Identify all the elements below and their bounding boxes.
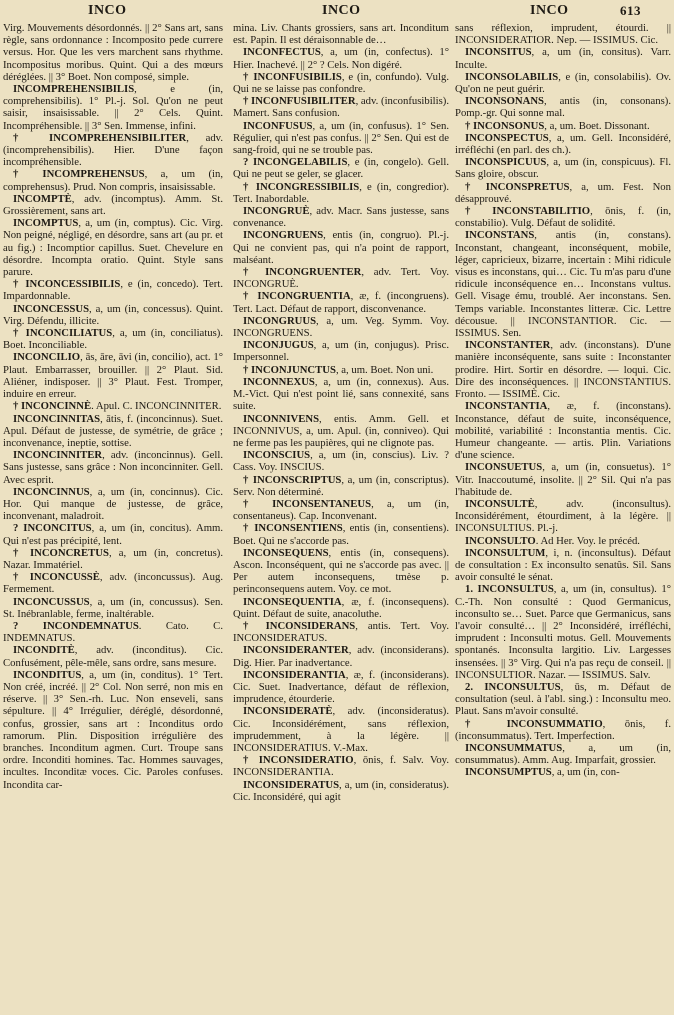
entry-headword: 2. INCONSULTUS <box>465 680 561 693</box>
entry-headword: INCONSULTUM <box>465 546 546 559</box>
dictionary-entry <box>233 705 449 754</box>
entry-headword: † INCONFUSIBILITER <box>243 95 356 108</box>
entry-headword: INCONSULTO <box>465 534 536 547</box>
entry-headword: † INCONSPRETUS <box>465 180 570 193</box>
dictionary-entry <box>233 620 449 644</box>
entry-definition: , a, um (in, consummatus). Amm. Aug. Imparfait, grossier. <box>455 741 671 767</box>
dictionary-entry <box>233 364 449 376</box>
entry-headword: INCONSPICUUS <box>465 156 547 169</box>
dictionary-entry <box>3 620 223 644</box>
entry-headword: INCONSIDERANTIA <box>243 668 346 681</box>
dictionary-entry <box>233 290 449 314</box>
entry-definition: , ōnis, f. (inconsummatus). Tert. Imperfection. <box>455 717 671 742</box>
dictionary-entry <box>3 168 223 192</box>
entry-definition: , entis. Amm. Gell. et INCONNIVUS, a, um. Apul. (in, conniveo). Qui ne ferme pas les paupières, qui ne clignote pas. <box>233 412 449 449</box>
entry-definition: , a, um (in, conditus). 1° Tert. Non créé, incréé. || 2° Col. Non serré, non mis en réserve. || 3° Sen.-rh. Luc. Non enseveli, sans sépulture. || 4° Irrégulier, déréglé, désordonné, confus, grossier, sans art : Inconditus ordo ramorum. Plin. Disposition irrégulière des branches. Inconditum agmen. Curt. Troupe sans ordre. Inconditi homines. Tac. Hommes sauvages, incultes. Inconditæ voces. Cic. Paroles confuses. Incondita car- <box>3 668 223 791</box>
dictionary-entry <box>3 193 223 217</box>
entry-headword: † INCONGRESSIBILIS <box>243 180 360 193</box>
dictionary-entry <box>3 596 223 620</box>
entry-definition: , a, um. Gell. Inconsidéré, irréfléchi (en parl. des ch.). <box>455 131 671 157</box>
entry-definition: , adv. (inconcussus). Aug. Fermement. <box>3 571 223 596</box>
dictionary-entry <box>3 644 223 668</box>
entry-headword: INCOMPTÈ <box>13 192 72 205</box>
entry-headword: † INCONSONUS <box>465 119 545 132</box>
entry-headword: † INCONCRETUS <box>13 546 109 559</box>
entry-headword: INCONSPECTUS <box>465 131 549 144</box>
entry-headword: INCONFUSUS <box>243 119 313 132</box>
entry-headword: INCONNIVENS <box>243 412 320 425</box>
entry-headword: INCONCINNITAS <box>13 412 101 425</box>
entry-definition: , adv. (inconfusibilis). Mamert. Sans confusion. <box>233 95 449 120</box>
entry-headword: INCONJUGUS <box>243 339 314 352</box>
entry-headword: † INCONGRUENTIA <box>243 290 351 303</box>
entry-definition: , adv. (inconcinnus). Gell. Sans justesse, sans grâce : Non inconcinniter. Gell. Avec esprit. <box>3 449 223 486</box>
dictionary-entry <box>233 120 449 157</box>
entry-headword: INCONSUMMATUS <box>465 741 563 754</box>
entry-definition: , a, um (in, consideratus). Cic. Inconsidéré, qui agit <box>233 778 449 803</box>
dictionary-entry <box>455 400 671 461</box>
entry-definition: , æ, f. (inconstans). Inconstance, défaut de suite, inconséquence, mobilité, variabilité : Inconstantia mentis. Cic. Humeur changeante. — artis. Plin. Variations d'une science. <box>455 400 671 462</box>
entry-headword: INCONSONANS <box>465 95 544 108</box>
dictionary-entry <box>3 351 223 400</box>
entry-definition: , adv. (inconsultus). Inconsidérément, étourdiment, à la légère. || INCONSULTIUS. Pl.-j. <box>455 497 671 535</box>
entry-headword: 1. INCONSULTUS <box>465 583 554 596</box>
dictionary-entry <box>455 156 671 180</box>
entry-definition: , entis (in, consentiens). Boet. Qui ne s'accorde pas. <box>233 522 449 547</box>
entry-definition: sans réflexion, imprudent, étourdi. || INCONSIDERATIOR. Nep. — ISSIMUS. Cic. <box>455 22 671 47</box>
entry-definition: , ōnis, f. Salv. Voy. INCONSIDERANTIA. <box>233 754 449 779</box>
entry-definition: , e (in, concedo). Tert. Impardonnable. <box>3 278 223 303</box>
entry-headword: † INCONSTABILITIO <box>465 205 591 218</box>
dictionary-entry <box>455 583 671 681</box>
entry-headword: † INCONCESSIBILIS <box>13 278 121 291</box>
entry-definition: mina. Liv. Chants grossiers, sans art. Inconditum est. Papin. Il est déraisonnable de… <box>233 22 449 47</box>
dictionary-entry <box>3 486 223 523</box>
header-right-guide-word: INCO <box>530 3 569 18</box>
entry-definition: , a, um (in, con- <box>551 766 620 779</box>
entry-definition: . Cato. C. INDEMNATUS. <box>3 619 223 645</box>
dictionary-entry <box>233 498 449 522</box>
entry-headword: INCONCESSUS <box>13 302 90 315</box>
dictionary-entry <box>233 596 449 620</box>
dictionary-entry <box>233 449 449 473</box>
entry-definition: , i, n. (inconsultus). Défaut de consultation : Ex inconsulto senatûs. Sil. Sans avoir consulté le sénat. <box>455 546 671 584</box>
entry-headword: INCONDITÈ <box>13 644 75 657</box>
entry-definition: , a, um (in, concessus). Quint. Virg. Défendu, illicite. <box>3 302 223 327</box>
entry-headword: INCONSEQUENS <box>243 546 329 559</box>
entry-definition: Virg. Mouvements désordonnés. || 2° Sans art, sans règle, sans ordonnance : Incomposito pede currere versus. Hor. Que les vers marchent sans rhythme. Incompositus moribus. Quint. Qui a des mœurs déréglées. || 3° Boet. Non composé, simple. <box>3 22 223 83</box>
dictionary-entry <box>233 413 449 450</box>
dictionary-entry <box>455 71 671 95</box>
entry-definition: , a, um (in, concinnus). Cic. Hor. Qui manque de justesse, de grâce, inconvenant, maladroit. <box>3 485 223 523</box>
entry-definition: , a, um (in, comptus). Cic. Virg. Non peigné, négligé, en désordre, sans art (au pr. et au fig.) : Incomptior capillus. Suet. Chevelure en désordre. Incompta oratio. Quint. Style sans parure. <box>3 217 223 279</box>
entry-definition: , adv. (incomptus). Amm. St. Grossièrement, sans art. <box>3 192 223 218</box>
entry-definition: , ās, āre, āvi (in, concilio), act. 1° Plaut. Embarrasser, brouiller. || 2° Plaut. Sid. Aliéner, indisposer. || 3° Plaut. Fest. Tromper, induire en erreur. <box>3 351 223 401</box>
dictionary-entry <box>3 413 223 450</box>
entry-headword: † INCONSCRIPTUS <box>243 473 342 486</box>
entry-definition: , adv. Macr. Sans justesse, sans convenance. <box>233 205 449 230</box>
dictionary-entry <box>455 742 671 766</box>
entry-definition: , adv. Tert. Voy. INCONGRUÈ. <box>233 266 449 291</box>
entry-headword: INCONSIDERANTER <box>243 644 349 657</box>
dictionary-entry <box>233 779 449 803</box>
entry-headword: INCONSTANS <box>465 229 535 242</box>
entry-headword: † INCONSUMMATIO <box>465 717 603 730</box>
dictionary-entry <box>3 83 223 132</box>
entry-definition: , a, um. Veg. Symm. Voy. INCONGRUENS. <box>233 314 449 340</box>
dictionary-entry <box>455 22 671 46</box>
dictionary-entry <box>233 22 449 46</box>
entry-headword: INCONSUETUS <box>465 461 543 474</box>
entry-headword: † INCONCUSSÈ <box>13 571 100 584</box>
entry-definition: , ūs, m. Défaut de consultation (seul. à l'abl. sing.) : Inconsultu meo. Plaut. Sans m'avoir consulté. <box>455 680 671 718</box>
entry-headword: INCONCINNUS <box>13 485 90 498</box>
dictionary-entry <box>3 547 223 571</box>
dictionary-entry <box>3 327 223 351</box>
dictionary-entry <box>455 95 671 119</box>
dictionary-entry <box>455 535 671 547</box>
column-2 <box>233 22 449 1013</box>
dictionary-entry <box>3 669 223 791</box>
entry-headword: INCONSULTÈ <box>465 497 535 510</box>
entry-definition: , antis. Tert. Voy. INCONSIDERATUS. <box>233 619 449 645</box>
running-header <box>0 0 674 20</box>
entry-headword: INCONSIDERATÈ <box>243 705 333 718</box>
entry-headword: † INCONFUSIBILIS <box>243 70 342 83</box>
entry-definition: , a, um (in, consitus). Varr. Inculte. <box>455 46 671 71</box>
dictionary-entry <box>233 46 449 70</box>
entry-definition: , æ, f. (inconsiderans). Cic. Suet. Inadvertance, défaut de réflexion, imprudence, étourderie. <box>233 668 449 706</box>
dictionary-entry <box>455 46 671 70</box>
entry-definition: , æ, f. (incongruens). Tert. Lact. Défaut de rapport, disconvenance. <box>233 290 449 315</box>
entry-definition: , antis (in, consonans). Pomp.-gr. Qui sonne mal. <box>455 95 671 120</box>
entry-headword: ? INCONGELABILIS <box>243 156 348 169</box>
entry-definition: , a, um (in, confusus). 1° Sen. Régulier, qui n'est pas confus. || 2° Sen. Qui est de sang-froid, qui ne se trouble pas. <box>233 119 449 157</box>
dictionary-entry <box>233 669 449 706</box>
dictionary-entry <box>3 522 223 546</box>
entry-headword: INCOMPTUS <box>13 217 79 230</box>
dictionary-entry <box>233 644 449 668</box>
entry-headword: † INCONJUNCTUS <box>243 363 336 376</box>
entry-definition: , a, um (in, concussus). Sen. St. Inébranlable, ferme, inaltérable. <box>3 595 223 620</box>
dictionary-entry <box>233 339 449 363</box>
dictionary-entry <box>455 205 671 229</box>
entry-definition: , a, um. Boet. Dissonant. <box>544 119 650 132</box>
dictionary-entry <box>455 547 671 584</box>
dictionary-entry <box>3 303 223 327</box>
entry-definition: , a, um (in, conscriptus). Serv. Non déterminé. <box>233 473 449 498</box>
entry-definition: . Ad Her. Voy. le précéd. <box>535 534 640 547</box>
entry-definition: , adv. (inconditus). Cic. Confusément, pêle-mêle, sans ordre, sans mesure. <box>3 644 223 669</box>
entry-headword: INCONSIDERATUS <box>243 778 340 791</box>
dictionary-entry <box>233 522 449 546</box>
entry-headword: INCONSOLABILIS <box>465 70 559 83</box>
entry-headword: ? INCONDEMNATUS <box>13 619 139 632</box>
entry-definition: , a, um (in, connexus). Aus. M.-Vict. Qui n'est point lié, sans connexité, sans suite. <box>233 375 449 413</box>
entry-definition: , a, um (in, consentaneus). Cap. Inconvenant. <box>233 497 449 523</box>
entry-headword: INCONGRUENS <box>243 229 324 242</box>
entry-definition: , a, um (in, confectus). 1° Hier. Inachevé. || 2° ? Cels. Non digéré. <box>233 46 449 71</box>
entry-headword: † INCONSIDERANS <box>243 619 356 632</box>
entry-headword: † INCOMPREHENSIBILITER <box>13 131 187 144</box>
entry-definition: , e (in, congelo). Gell. Qui ne peut se geler, se glacer. <box>233 156 449 181</box>
dictionary-entry <box>455 681 671 718</box>
entry-definition: , a, um (in, conspicuus). Fl. Sans gloire, obscur. <box>455 156 671 181</box>
entry-definition: , antis (in, constans). Inconstant, changeant, inconséquent, mobile, léger, capricieux, bizarre, incertain : Mihi ridicule visus es inconstans, qui… Cic. Tu m'as paru d'une ridicule inconséquence en… Inconstans vultus. Gell. Visage ému, troublé. Aer inconstans. Sen. Temps variable. Inconstantes litteræ. Cic. Lettre décousue. || INCONSTANTIOR. Cic. — ISSIMUS. Sen. <box>455 229 671 340</box>
entry-headword: INCONSITUS <box>465 46 532 59</box>
dictionary-entry <box>3 278 223 302</box>
dictionary-entry <box>455 339 671 400</box>
entry-definition: , a, um. Fest. Non désapprouvé. <box>455 180 671 205</box>
entry-definition: , e (in, consolabilis). Ov. Qu'on ne peut guérir. <box>455 70 671 96</box>
column-3 <box>455 22 671 1013</box>
entry-headword: INCONGRUÈ <box>243 205 310 218</box>
page-number: 613 <box>620 3 641 18</box>
entry-definition: , a, um (in, conscius). Liv. ? Cass. Voy. INSCIUS. <box>233 449 449 474</box>
entry-headword: INCONSTANTIA <box>465 400 548 413</box>
entry-headword: † INCONSENTANEUS <box>243 497 372 510</box>
dictionary-entry <box>3 571 223 595</box>
dictionary-entry <box>233 181 449 205</box>
entry-definition: , ātis, f. (inconcinnus). Suet. Apul. Défaut de justesse, de symétrie, de grâce ; inconvenance, ineptie, sottise. <box>3 412 223 449</box>
entry-definition: , a, um (in, consuetus). 1° Vitr. Inaccoutumé, insolite. || 2° Sil. Qui n'a pas l'habitude de. <box>455 461 671 498</box>
entry-definition: , e (in, confundo). Vulg. Qui ne se laisse pas confondre. <box>233 70 449 96</box>
dictionary-entry <box>455 498 671 535</box>
entry-definition: , e (in, comprehensibilis). 1° Pl.-j. Sol. Qu'on ne peut saisir, insaisissable. || 2° Cels. Quint. Incompréhensible. || 3° Sen. Immense, infini. <box>3 83 223 132</box>
column-1 <box>3 22 223 1013</box>
entry-definition: , a, um (in, conciliatus). Boet. Inconciliable. <box>3 327 223 352</box>
dictionary-entry <box>3 400 223 412</box>
dictionary-entry <box>233 95 449 119</box>
entry-definition: , e (in, congredior). Tert. Inabordable. <box>233 180 449 205</box>
dictionary-entry <box>233 754 449 778</box>
entry-definition: , adv. (incomprehensibilis). Hier. D'une façon incompréhensible. <box>3 131 223 169</box>
entry-headword: † INCONSIDERATIO <box>243 754 354 767</box>
entry-definition: , adv. (inconsideratus). Cic. Inconsidérément, sans réflexion, imprudemment, à la légère. || INCONSIDERATIUS. V.-Max. <box>233 705 449 754</box>
entry-definition: , adv. (inconsiderans). Dig. Hier. Par inadvertance. <box>233 644 449 669</box>
dictionary-entry <box>455 132 671 156</box>
entry-headword: INCOMPREHENSIBILIS <box>13 83 135 96</box>
dictionary-entry <box>3 217 223 278</box>
entry-headword: ? INCONCITUS <box>13 522 92 535</box>
entry-definition: , a, um (in, conjugus). Prisc. Impersonnel. <box>233 339 449 364</box>
entry-headword: INCONNEXUS <box>243 375 315 388</box>
entry-headword: † INCONCILIATUS <box>13 327 113 340</box>
dictionary-entry <box>3 22 223 83</box>
dictionary-entry <box>455 120 671 132</box>
entry-definition: , a, um (in, comprehensus). Prud. Non compris, insaisissable. <box>3 168 223 193</box>
entry-definition: , æ, f. (inconsequens). Quint. Défaut de suite, anacoluthe. <box>233 595 449 620</box>
header-center-guide-word: INCO <box>322 3 361 18</box>
entry-definition: , entis (in, consequens). Ascon. Inconséquent, qui ne s'accorde pas avec. || Per autem inconsequens, tmèse p. perinconsequens autem. Voy. ce mot. <box>233 546 449 596</box>
entry-headword: INCONGRUUS <box>243 314 317 327</box>
dictionary-entry <box>233 156 449 180</box>
entry-headword: † INCONCINNÈ <box>13 400 92 413</box>
entry-headword: INCONSTANTER <box>465 339 551 352</box>
dictionary-entry <box>233 376 449 413</box>
dictionary-entry <box>455 718 671 742</box>
entry-headword: † INCOMPREHENSUS <box>13 168 145 181</box>
dictionary-entry <box>3 449 223 486</box>
entry-headword: INCONFECTUS <box>243 46 321 59</box>
entry-definition: , a, um. Boet. Non uni. <box>335 363 434 376</box>
dictionary-entry <box>233 71 449 95</box>
entry-headword: INCONSCIUS <box>243 449 311 462</box>
entry-definition: , a, um (in, consultus). 1° C.-Th. Non consulté : Quod Germanicus, inconsulto se… Suet. Parce que Germanicus, sans l'avoir consulté… || 2° Inconsidéré, irréfléchi, imprudent : Inconsulti motus. Gell. Mouvements spontanés. Inconsulta largitio. Liv. Largesses insensées. || 3° Virg. Qui n'a pas reçu de conseil. || INCONSULTIOR. Nazar. — ISSIMUS. Salv. <box>455 583 671 681</box>
dictionary-entry <box>455 181 671 205</box>
entry-definition: , a, um (in, concretus). Nazar. Immatériel. <box>3 546 223 571</box>
entry-headword: INCONSEQUENTIA <box>243 595 342 608</box>
dictionary-entry <box>233 474 449 498</box>
entry-definition: , a, um (in, concitus). Amm. Qui n'est pas précipité, lent. <box>3 522 223 547</box>
entry-definition: , adv. (inconstans). D'une manière inconséquente, sans suite : Inconstanter prodire. Hirt. Sortir en désordre. — loqui. Cic. Dire des inconséquences. || INCONSTANTIUS. Fronto. — ISSIMÈ. Cic. <box>455 339 671 401</box>
entry-headword: INCONDITUS <box>13 668 82 681</box>
dictionary-entry <box>455 766 671 778</box>
dictionary-entry <box>233 547 449 596</box>
header-left-guide-word: INCO <box>88 3 127 18</box>
dictionary-entry <box>233 229 449 266</box>
entry-headword: INCONCUSSUS <box>13 595 90 608</box>
entry-headword: INCONSUMPTUS <box>465 766 552 779</box>
dictionary-entry <box>233 266 449 290</box>
entry-definition: . Apul. C. INCONCINNITER. <box>91 400 222 413</box>
dictionary-entry <box>3 132 223 169</box>
dictionary-entry <box>455 461 671 498</box>
entry-headword: INCONCILIO <box>13 351 81 364</box>
entry-definition: , entis (in, congruo). Pl.-j. Qui ne convient pas, qui n'a point de rapport, malséant. <box>233 229 449 266</box>
dictionary-entry <box>233 205 449 229</box>
entry-headword: † INCONSENTIENS <box>243 522 343 535</box>
entry-headword: INCONCINNITER <box>13 449 103 462</box>
dictionary-entry <box>233 315 449 339</box>
entry-definition: , ōnis, f. (in, constabilio). Vulg. Défaut de solidité. <box>455 205 671 230</box>
entry-headword: † INCONGRUENTER <box>243 266 362 279</box>
dictionary-entry <box>455 229 671 339</box>
